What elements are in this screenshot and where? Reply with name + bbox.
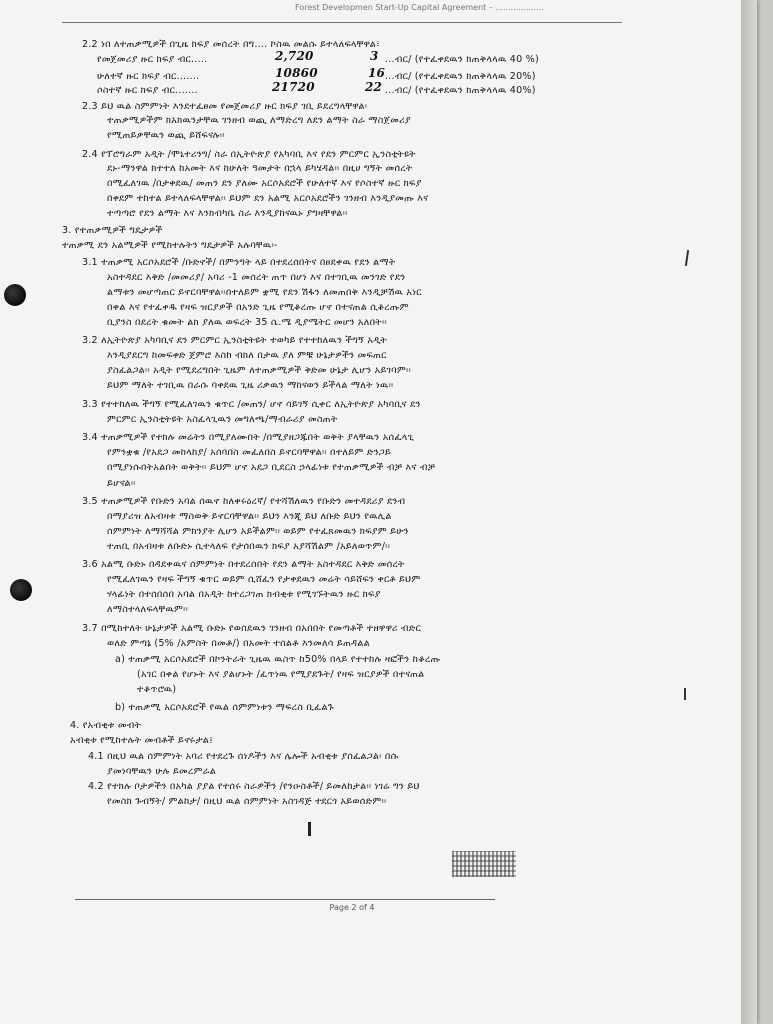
text-line: 3.3 የተተከለዉ ችግኝ የሚፈለገዉን ቁጥር /መጠን/ ሆኖ ሳይገኝ ሲቀር ለኢትዮጵያ አካባቢና ደን (82, 399, 421, 410)
page-number: Page 2 of 4 (329, 903, 375, 912)
footer-rule (75, 899, 495, 900)
margin-mark (684, 688, 686, 700)
list-item: a) ተጠቃሚ አርሶአደሮች በኮንትራት ጊዜዉ ዉስጥ ከ50% በላይ የተተከሉ ዛፎችን ከቆረጡ (115, 654, 441, 665)
text-line: የመስክ ጉብኝት/ ምልከታ/ በዚህ ዉል ሰምምነት አስገዳጅ ተደርጎ አይወሰድም፡፡ (107, 796, 387, 807)
text-line: በቀደም ተከተል ይተላለፍላቸዋል፡፡ ይህም ደን አልሚ አርሶአደሮችን ገንዘብ እንዲያመጡ እና (107, 193, 429, 204)
text-line: ...ብር/ (የተፈቀደዉን ክጠቅላላዉ 20%) (385, 71, 536, 82)
text-line: የሚጠይቃቸዉን ወጪ ይሸፍናሉ፡፡ (107, 130, 225, 141)
text-line: በሚፈለገዉ /በታቀደዉ/ መጠን ደን ያለሙ አርሶአደሮች የሁለተኛ እና የሶስተኛ ዙር ክፍያ (107, 178, 422, 189)
pen-mark (308, 822, 311, 836)
list-item: b) ተጠቃሚ አርሶአደሮች የዉል ሰምምነቱን ማፍረስ ቢፈልጉ (115, 702, 334, 713)
text-line: ...ብር/ (የተፈቀደዉን ክጠቅላላዉ 40 %) (385, 54, 539, 65)
text-line: ይሆናል፡፡ (107, 478, 136, 489)
text-line: እንዲያደርግ ከመፍቀድ ጀምሮ እስከ ብክለ በታዉ ያለ ምቹ ሁኔታዎችን መፍጠር (107, 350, 387, 361)
header-title: Forest Developmen Start-Up Capital Agreement – ................... (295, 3, 544, 12)
text-line: 3.1 ተጠቃሚ አርሶአደሮች /ቡድኖች/ በምንግት ላይ በተደረሰበትና በፀደቀዉ የደን ልማት (82, 257, 396, 268)
text-line: ተቆጥሮዉ) (137, 684, 177, 695)
text-line: ምርምር ኢንስቲትዩት አስፈላጊዉን መግለጫ/ማብራሪያ መስጠት (107, 414, 338, 425)
text-line: 3.6 አልሚ ቡድኑ በዳደቀዉና ሰምምነት በተደረሰበት የደን ልማት አስተዳደር እቅድ መሰረት (82, 559, 405, 570)
text-line: ተጣጣሮ የደን ልማት እና እንክብካቤ ስራ እንዲያከናዉኑ ያግዛቸዋል፡፡ (107, 208, 348, 219)
text-line: ደኑ-ማንዋል ክተተለ ከአመት እና ከሁለት ዓመታት በኋላ ይካሄዳል፡፡ በዚሀ ግኝት መሰረት (107, 163, 413, 174)
text-line: ወለድ ምጣኔ (5% /አምስት በመቶ/) በአመት ተሰልቶ እንመለሳ ይጠዳልል (107, 638, 370, 649)
text-line: 3.7 በሚከተለት ሁኔታዎች አልሚ ቡድኑ የወሰደዉን ገንዘብ በአበበት የመጣቶች ተዘዋዋሪ ብድር (82, 623, 422, 634)
section-heading: 3. የተጠቃሚዎች ግዴታዎች (62, 225, 163, 236)
text-line: 4.1 በዚህ ዉል ሰምምነት አባሪ የተደረጉ ሰነዶችን እና ሌሎች አብቂቱ ያሰፈልጋል፡ በሱ (88, 751, 399, 762)
text-line: ሶስተኛ ዙር ክፍያ ብር....... (97, 85, 198, 96)
handwritten-amount: 21720 (272, 81, 315, 93)
handwritten-percent: 3 (370, 50, 379, 62)
text-line: (አገር በቀል የሆኑት እና ያልሆኑት /ፈጥነዉ የሚያደጉት/ የዛፍ ዝርያዎች በተናጠል (137, 669, 425, 680)
text-line: ያመነባቸዉን ሁሉ ይመረምራል (107, 766, 217, 777)
stamp-graphic (452, 851, 516, 877)
text-line: 3.2 ለኢትዮጵያ አካባቢና ደን ምርምር ኢንስቲትዩት ተወካይ የተተከለዉን ችግኝ አዲት (82, 335, 387, 346)
text-line: በሚያነሱበትአልበት ወቅት፡፡ ይህም ሆኖ አደጋ ቢደርስ ኃላፊነቱ የተጠቃሚዎች ብቻ እና ብቻ (107, 462, 436, 473)
text-line: ተጠቃሚ ደን አልሚዎች የሚከተሉትን ግዴታዎች አሉባቸዉ፡- (62, 240, 278, 251)
text-line: 2.2 ነበ ለተጠቃሚዎች በጊዜ ክፍያ መሰረት በግ.... ኮስዉ መልሱ ይተላለፍላቸዋል፣ (82, 39, 381, 50)
text-line: የምንቋቁ /የአደጋ መከላከያ/ አሰባበስ መፈለበስ ይኖርባቸዋል፡፡ በተለይም ድንጋይ (107, 447, 392, 458)
text-line: ተጠቢ በአብዛቱ ለቡድኑ ሲተላለፍ የታሰበዉን ክፍያ አያሻሽልም /አይለወጥም/፡፡ (107, 541, 391, 552)
text-line: የሚፈለገዉን የዛፍ ችግኝ ቁጥር ወይም ሲሸፈን የታቀደዉን መሬት ሳይሸፍን ቀርቶ ይህም (107, 574, 421, 585)
handwritten-percent: 16 (368, 67, 386, 79)
text-line: ሁለተኛ ዙር ክፍያ ብር....... (97, 71, 200, 82)
text-line: 4.2 የተክሉ ቦታዎችን በአካል ያያል የተሰሩ ስራዎችን /የንዑስቶች/ ይመለከታል፡፡ ነገሬ ግን ይህ (88, 781, 420, 792)
section-heading: 4. የአብቂቱ መብት (70, 720, 142, 731)
text-line: 2.3 ይህ ዉል ስምምነት እንደተፈፀመ የመጀመሪያ ዙር ክፍያ ገቢ ይደረግላቸዋል፡ (82, 101, 368, 112)
text-line: ያስፈልጋል፡፡ አዲት የሚደረግበት ጊዜም ለተጠቃሚዎች ቅድመ ሁኔታ ሊሆን አይገባም፡፡ (107, 365, 411, 376)
handwritten-amount: 10860 (275, 67, 318, 79)
text-line: አብቂቱ የሚከተሉት መብቶች ይኖሩታል፤ (70, 735, 214, 746)
text-line: አስተዳደር እቅድ /መመሪያ/ አባሪ -1 መሰረት ጠጥ በሆነ እና በተገቢዉ መንገድ የደን (107, 272, 406, 283)
text-line: ይህም ማለት ተገቢዉ በራሱ ባቀደዉ ጊዜ ሪቃዉን ማከናወን ይችላል ማለት ነዉ፡፡ (107, 380, 394, 391)
text-line: ቢያንስ በደረት ቁመት ልክ ያለዉ ወፍረት 35 ሴ.ሜ ዲያሜትር መሆን አለበት፡፡ (107, 317, 387, 328)
text-line: ተጠቃሚዎችም ክአክዉንታቸዉ ገንዘብ ወጪ ለማድረግ ለደን ልማት ስራ ማስጀመሪያ (107, 115, 411, 126)
text-line: 2.4 የፕሮግራም አዲት /ሞኒተሪንግ/ ስራ በኢትዮጵያ የአካባቢ እና የደን ምርምር ኢንስቲትዩት (82, 149, 416, 160)
text-line: ሃላፊነት በተሰበሰበ አባል በአዲት ከተረጋገጠ ክብቂቱ የሚገኙትዉን ዙር ክፍያ (107, 589, 381, 600)
text-line: የመጀመሪያ ዙር ክፍያ ብር..... (97, 54, 208, 65)
text-line: 3.5 ተጠቃሚዎች የቡድን አባል ሰዉኖ ከለቀሩዕረኛ/ የተሻሽለዉን የቡድን መተዳደሪያ ደንብ (82, 496, 406, 507)
text-line: ልማቱን መሆጣጠር ይኖርባቸዋል፡፡በተለይም ቋሚ የደን ሽፋን ለመጠበቅ እንዲቻሽዉ አነር (107, 287, 422, 298)
text-line: ሰምምነት ለማሻሻል ምክንያት ሊሆን አይችልም፡፡ ወይም የተፈጸመዉን ክፍያም ይሁን (107, 526, 409, 537)
handwritten-amount: 2,720 (275, 50, 314, 62)
text-line: በቀል እና የተፈቀዱ የዛፍ ዝርያዎች በአንድ ጊዜ የሚቆረጡ ሆኖ በተናጠል ሲቆረጡም (107, 302, 409, 313)
text-line: ለማስተላለፍላቸዉም፡፡ (107, 604, 189, 615)
handwritten-percent: 22 (365, 81, 383, 93)
text-line: 3.4 ተጠቃሚዎች የተክሉ መሬትን በሚያለሙበት /በሚያዘጋጁበት ወቅት ያላቸዉን አሰፈላጊ (82, 432, 414, 443)
text-line: በማያሪዝ ለአብዛቱ ማስወቅ ይኖርባቸዋል፡፡ ይህን እንጂ ይህ ለቡድ ይህን የዉሊል (107, 511, 392, 522)
text-line: ...ብር/ (የተፈቀደዉን ክጠቅላላዉ 40%) (385, 85, 536, 96)
